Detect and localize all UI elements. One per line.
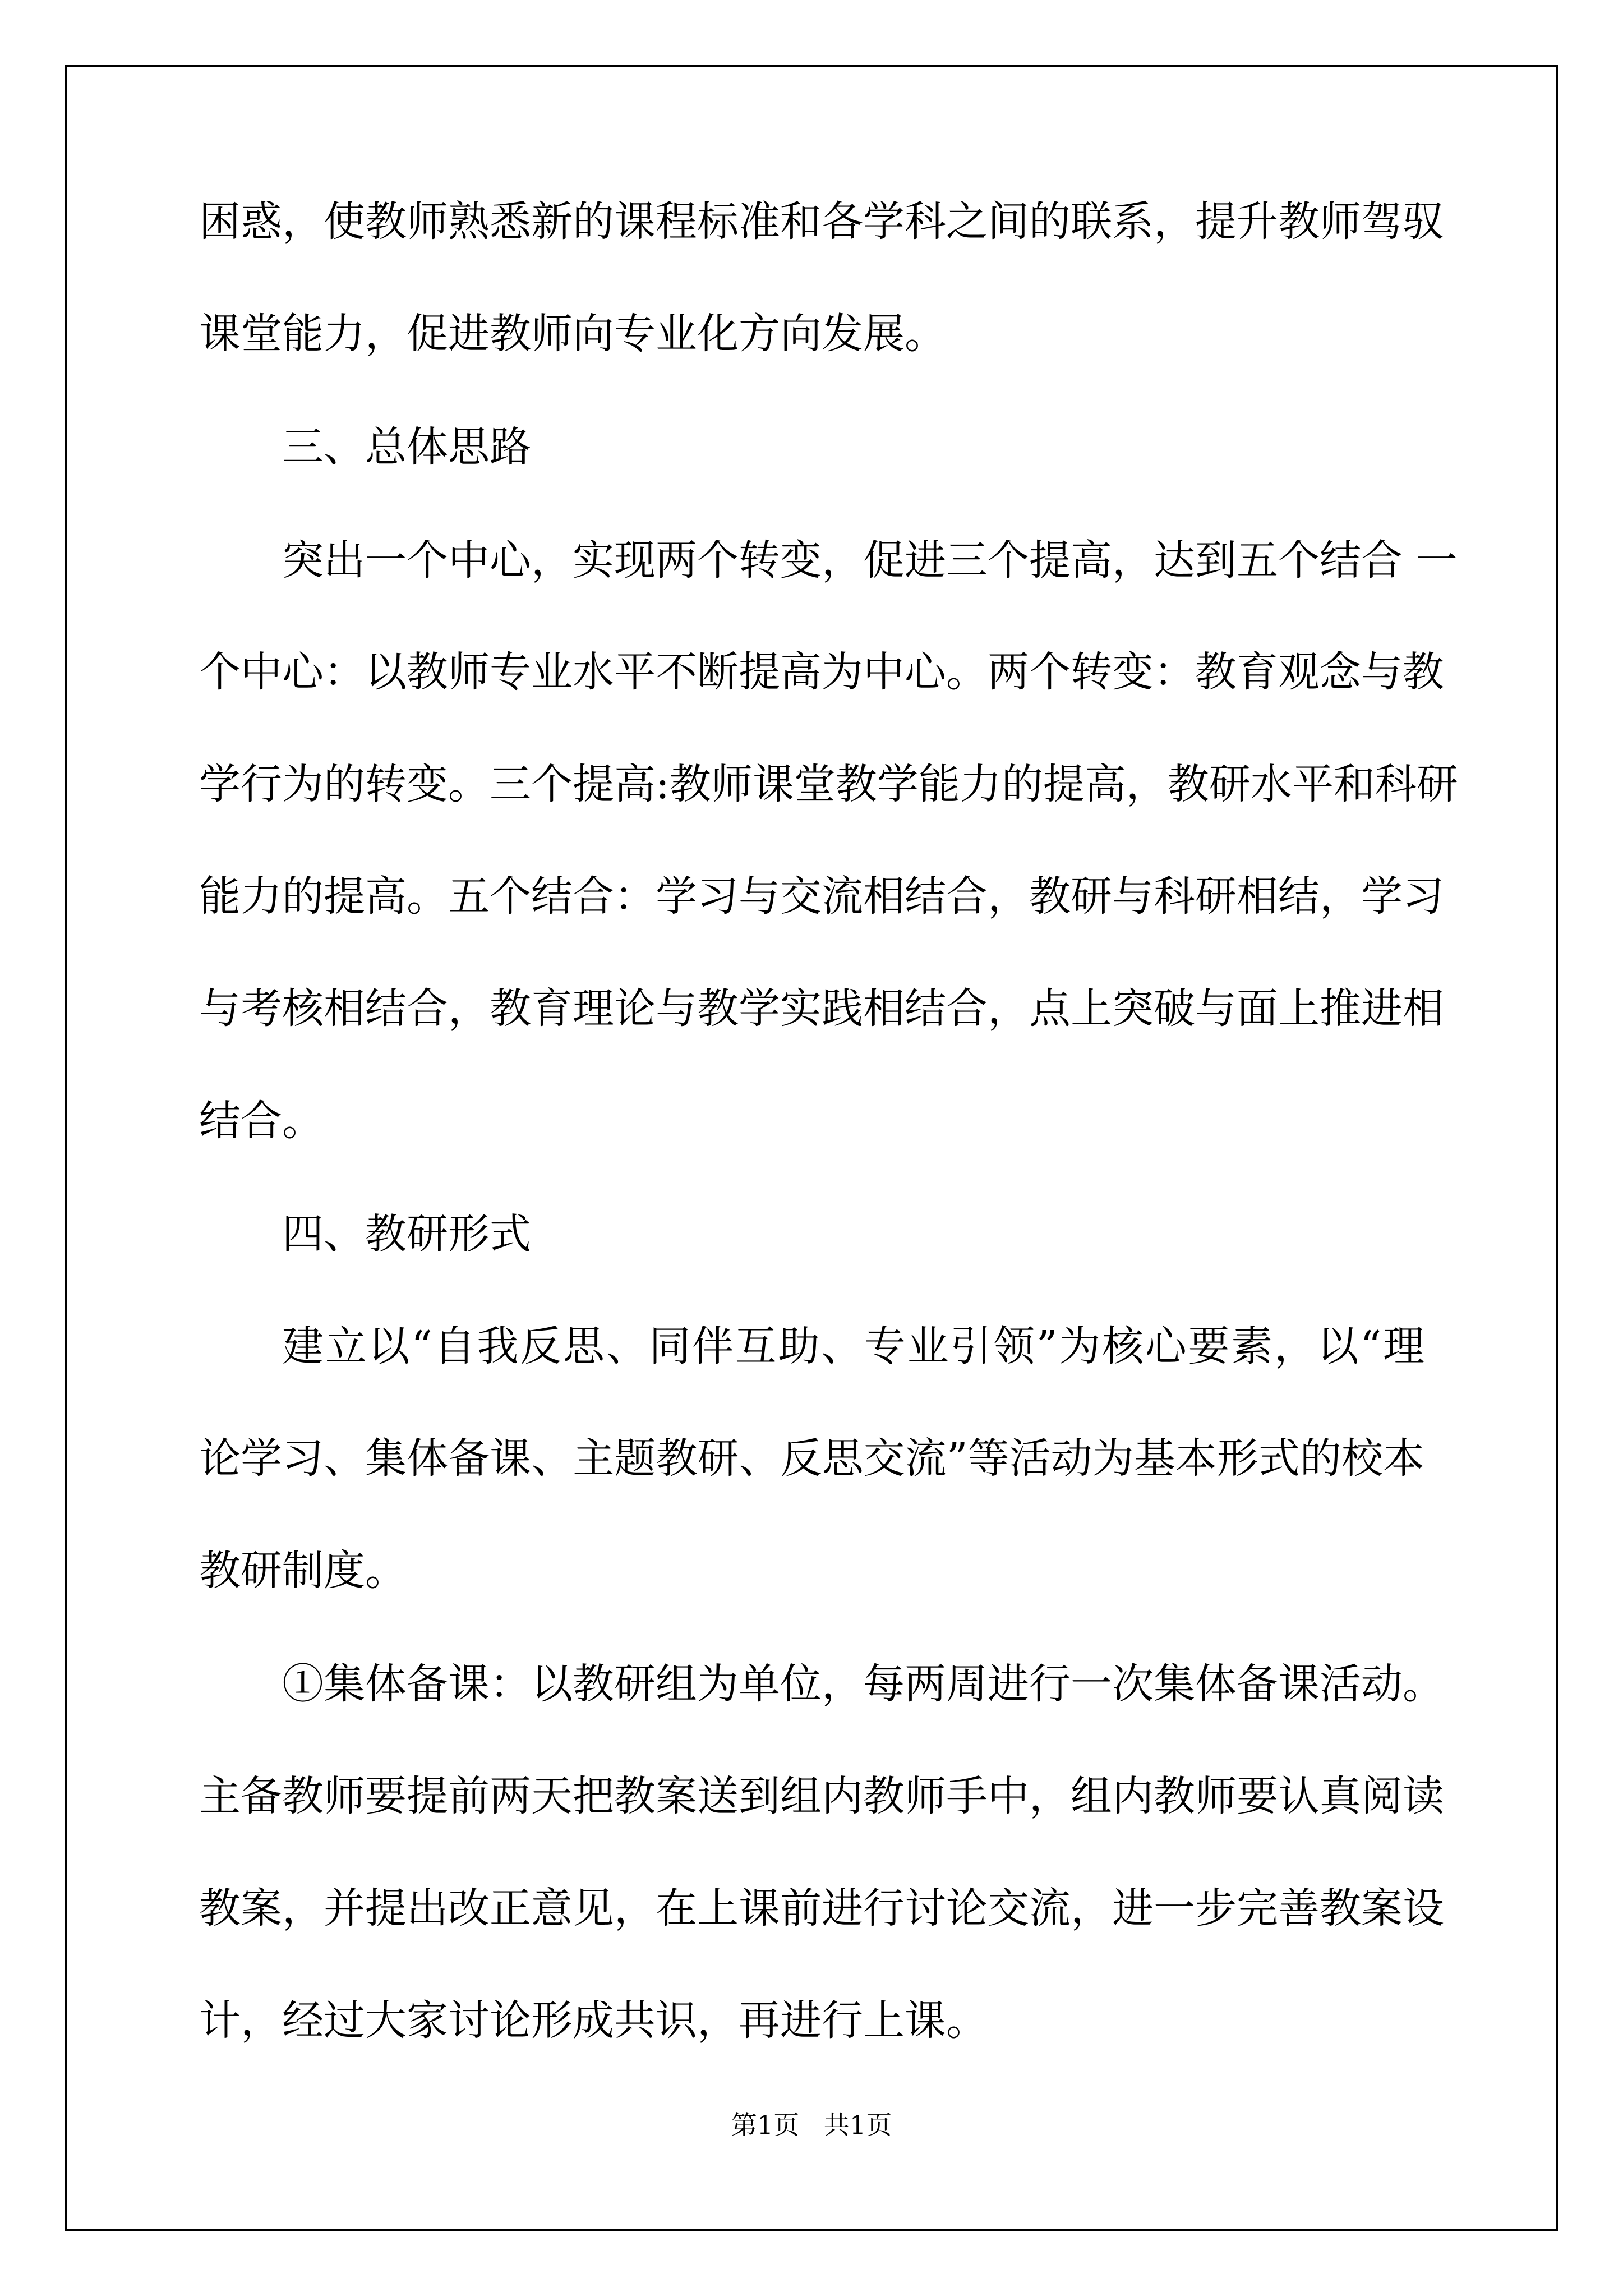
body-line: 计，经过大家讨论形成共识，再进行上课。 [199, 1996, 988, 2045]
body-line: 学行为的转变。三个提高:教师课堂教学能力的提高，教研水平和科研 [199, 760, 1458, 808]
body-line: 与考核相结合，教育理论与教学实践相结合，点上突破与面上推进相 [199, 984, 1444, 1033]
body-line: 论学习、集体备课、主题教研、反思交流”等活动为基本形式的校本 [199, 1434, 1424, 1483]
section-heading: 四、教研形式 [282, 1210, 531, 1258]
body-line: 教研制度。 [199, 1547, 407, 1595]
body-line: 建立以“自我反思、同伴互助、专业引领”为核心要素，以“理 [282, 1322, 1424, 1370]
body-line: 主备教师要提前两天把教案送到组内教师手中，组内教师要认真阅读 [199, 1772, 1444, 1820]
body-line: ①集体备课：以教研组为单位，每两周进行一次集体备课活动。 [282, 1660, 1444, 1708]
body-line: 教案，并提出改正意见，在上课前进行讨论交流，进一步完善教案设 [199, 1884, 1444, 1932]
body-line: 结合。 [199, 1097, 324, 1145]
body-line: 能力的提高。五个结合：学习与交流相结合，教研与科研相结，学习 [199, 872, 1444, 921]
page-footer: 第1页 共1页 [731, 2110, 892, 2140]
body-line: 困惑，使教师熟悉新的课程标准和各学科之间的联系，提升教师驾驭 [199, 197, 1444, 246]
section-heading: 三、总体思路 [282, 423, 531, 471]
body-line: 突出一个中心，实现两个转变，促进三个提高，达到五个结合 一 [282, 536, 1458, 585]
body-line: 个中心：以教师专业水平不断提高为中心。两个转变：教育观念与教 [199, 648, 1444, 696]
body-line: 课堂能力，促进教师向专业化方向发展。 [199, 310, 946, 358]
